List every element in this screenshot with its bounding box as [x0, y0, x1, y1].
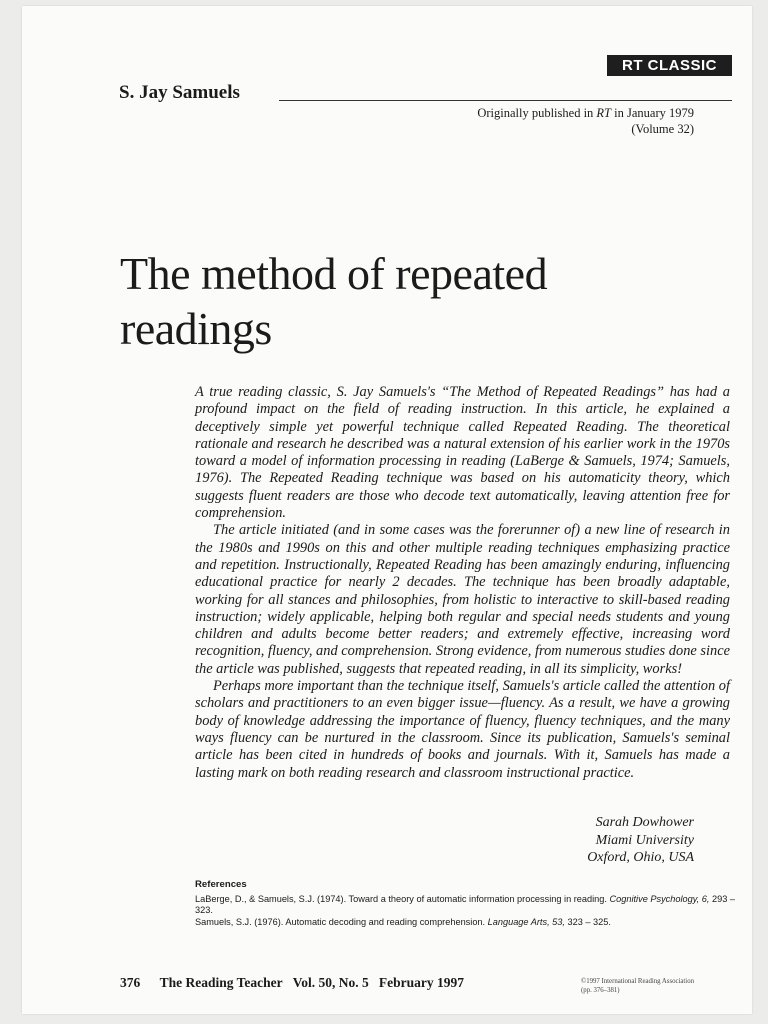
copyright-notice [581, 977, 694, 995]
signature-location: Oxford, Ohio, USA [587, 850, 694, 865]
reference-text: Samuels, S.J. (1976). Automatic decoding and reading comprehension. [195, 916, 488, 927]
publication-volume: (Volume 32) [631, 122, 694, 136]
intro-paragraph: Perhaps more important than the technique itself, Samuels's article called the attention of scholars and practitioners to an even bigger issue—fluency. As a result, we have a growing body of knowledge addressing the importance of fluency, fluency techniques, and the many ways fluency can be nurtured in the classroom. Since its publication, Samuels's seminal article has been cited in hundreds of books and journals. With it, Samuels has made a lasting mark on both reading research and classroom instructional practice. [195, 678, 730, 781]
signature-institution: Miami University [595, 832, 694, 848]
publication-journal: RT [596, 106, 612, 120]
copyright-line: ©1997 International Reading Association [581, 978, 694, 985]
signature-block [587, 814, 694, 867]
page-footer [120, 975, 464, 991]
footer-date: February 1997 [378, 975, 465, 990]
intro-paragraph: The article initiated (and in some cases was the forerunner of) a new line of research in the 1980s and 1990s on this and other multiple reading techniques emphasizing practice and repetition. Instructionally, Repeated Reading has been amazingly enduring, influencing educational practice for nearly 2 decades. The technique has been broadly adaptable, working for all stances and philosophies, from holistic to interactive to skill-based reading instruction; widely applicable, helping both regular and special needs students and young children and adults become better readers; and extremely effective, increasing word recognition, fluency, and comprehension. Strong evidence, from numerous studies done since the article was published, suggests that repeated reading, in all its simplicity, works! [195, 522, 730, 677]
rt-classic-badge: RT CLASSIC [607, 55, 732, 76]
document-page [22, 6, 752, 1014]
copyright-pages: (pp. 376–381) [581, 987, 620, 994]
footer-volume: Vol. 50, No. 5 [292, 975, 369, 990]
title-line-2: readings [120, 303, 272, 354]
publication-prefix: Originally published in [477, 106, 597, 120]
reference-item [195, 894, 735, 917]
reference-journal: Language Arts, 53, [487, 916, 565, 927]
references-heading: References [195, 879, 247, 890]
reference-item [195, 917, 735, 929]
reference-journal: Cognitive Psychology, 6, [609, 893, 710, 904]
author-rule [279, 100, 732, 101]
reference-pages: 293 – 323. [195, 893, 735, 916]
reference-text: LaBerge, D., & Samuels, S.J. (1974). Toward a theory of automatic information processing in reading. [195, 893, 610, 904]
author-name: S. Jay Samuels [119, 82, 240, 103]
footer-journal: The Reading Teacher [159, 975, 283, 990]
signature-name: Sarah Dowhower [595, 815, 694, 830]
publication-line [374, 105, 694, 121]
references-section [195, 879, 735, 928]
page-number: 376 [120, 975, 141, 990]
publication-suffix: in January 1979 [611, 106, 694, 120]
title-line-1: The method of repeated [120, 248, 548, 299]
reference-pages: 323 – 325. [564, 916, 611, 927]
intro-paragraph: A true reading classic, S. Jay Samuels's “The Method of Repeated Readings” has had a profound impact on the field of reading instruction. In this article, he explained a deceptively simple yet powerful technique called Repeated Reading. The theoretical rationale and research he described was a natural extension of his earlier work in the 1970s toward a model of information processing in reading (LaBerge & Samuels, 1974; Samuels, 1976). The Repeated Reading technique was based on his automaticity theory, which suggests fluent readers are those who decode text automatically, leaving attention free for comprehension. [195, 384, 730, 522]
introduction [195, 384, 730, 782]
publication-note [374, 105, 694, 137]
article-title [120, 246, 547, 356]
